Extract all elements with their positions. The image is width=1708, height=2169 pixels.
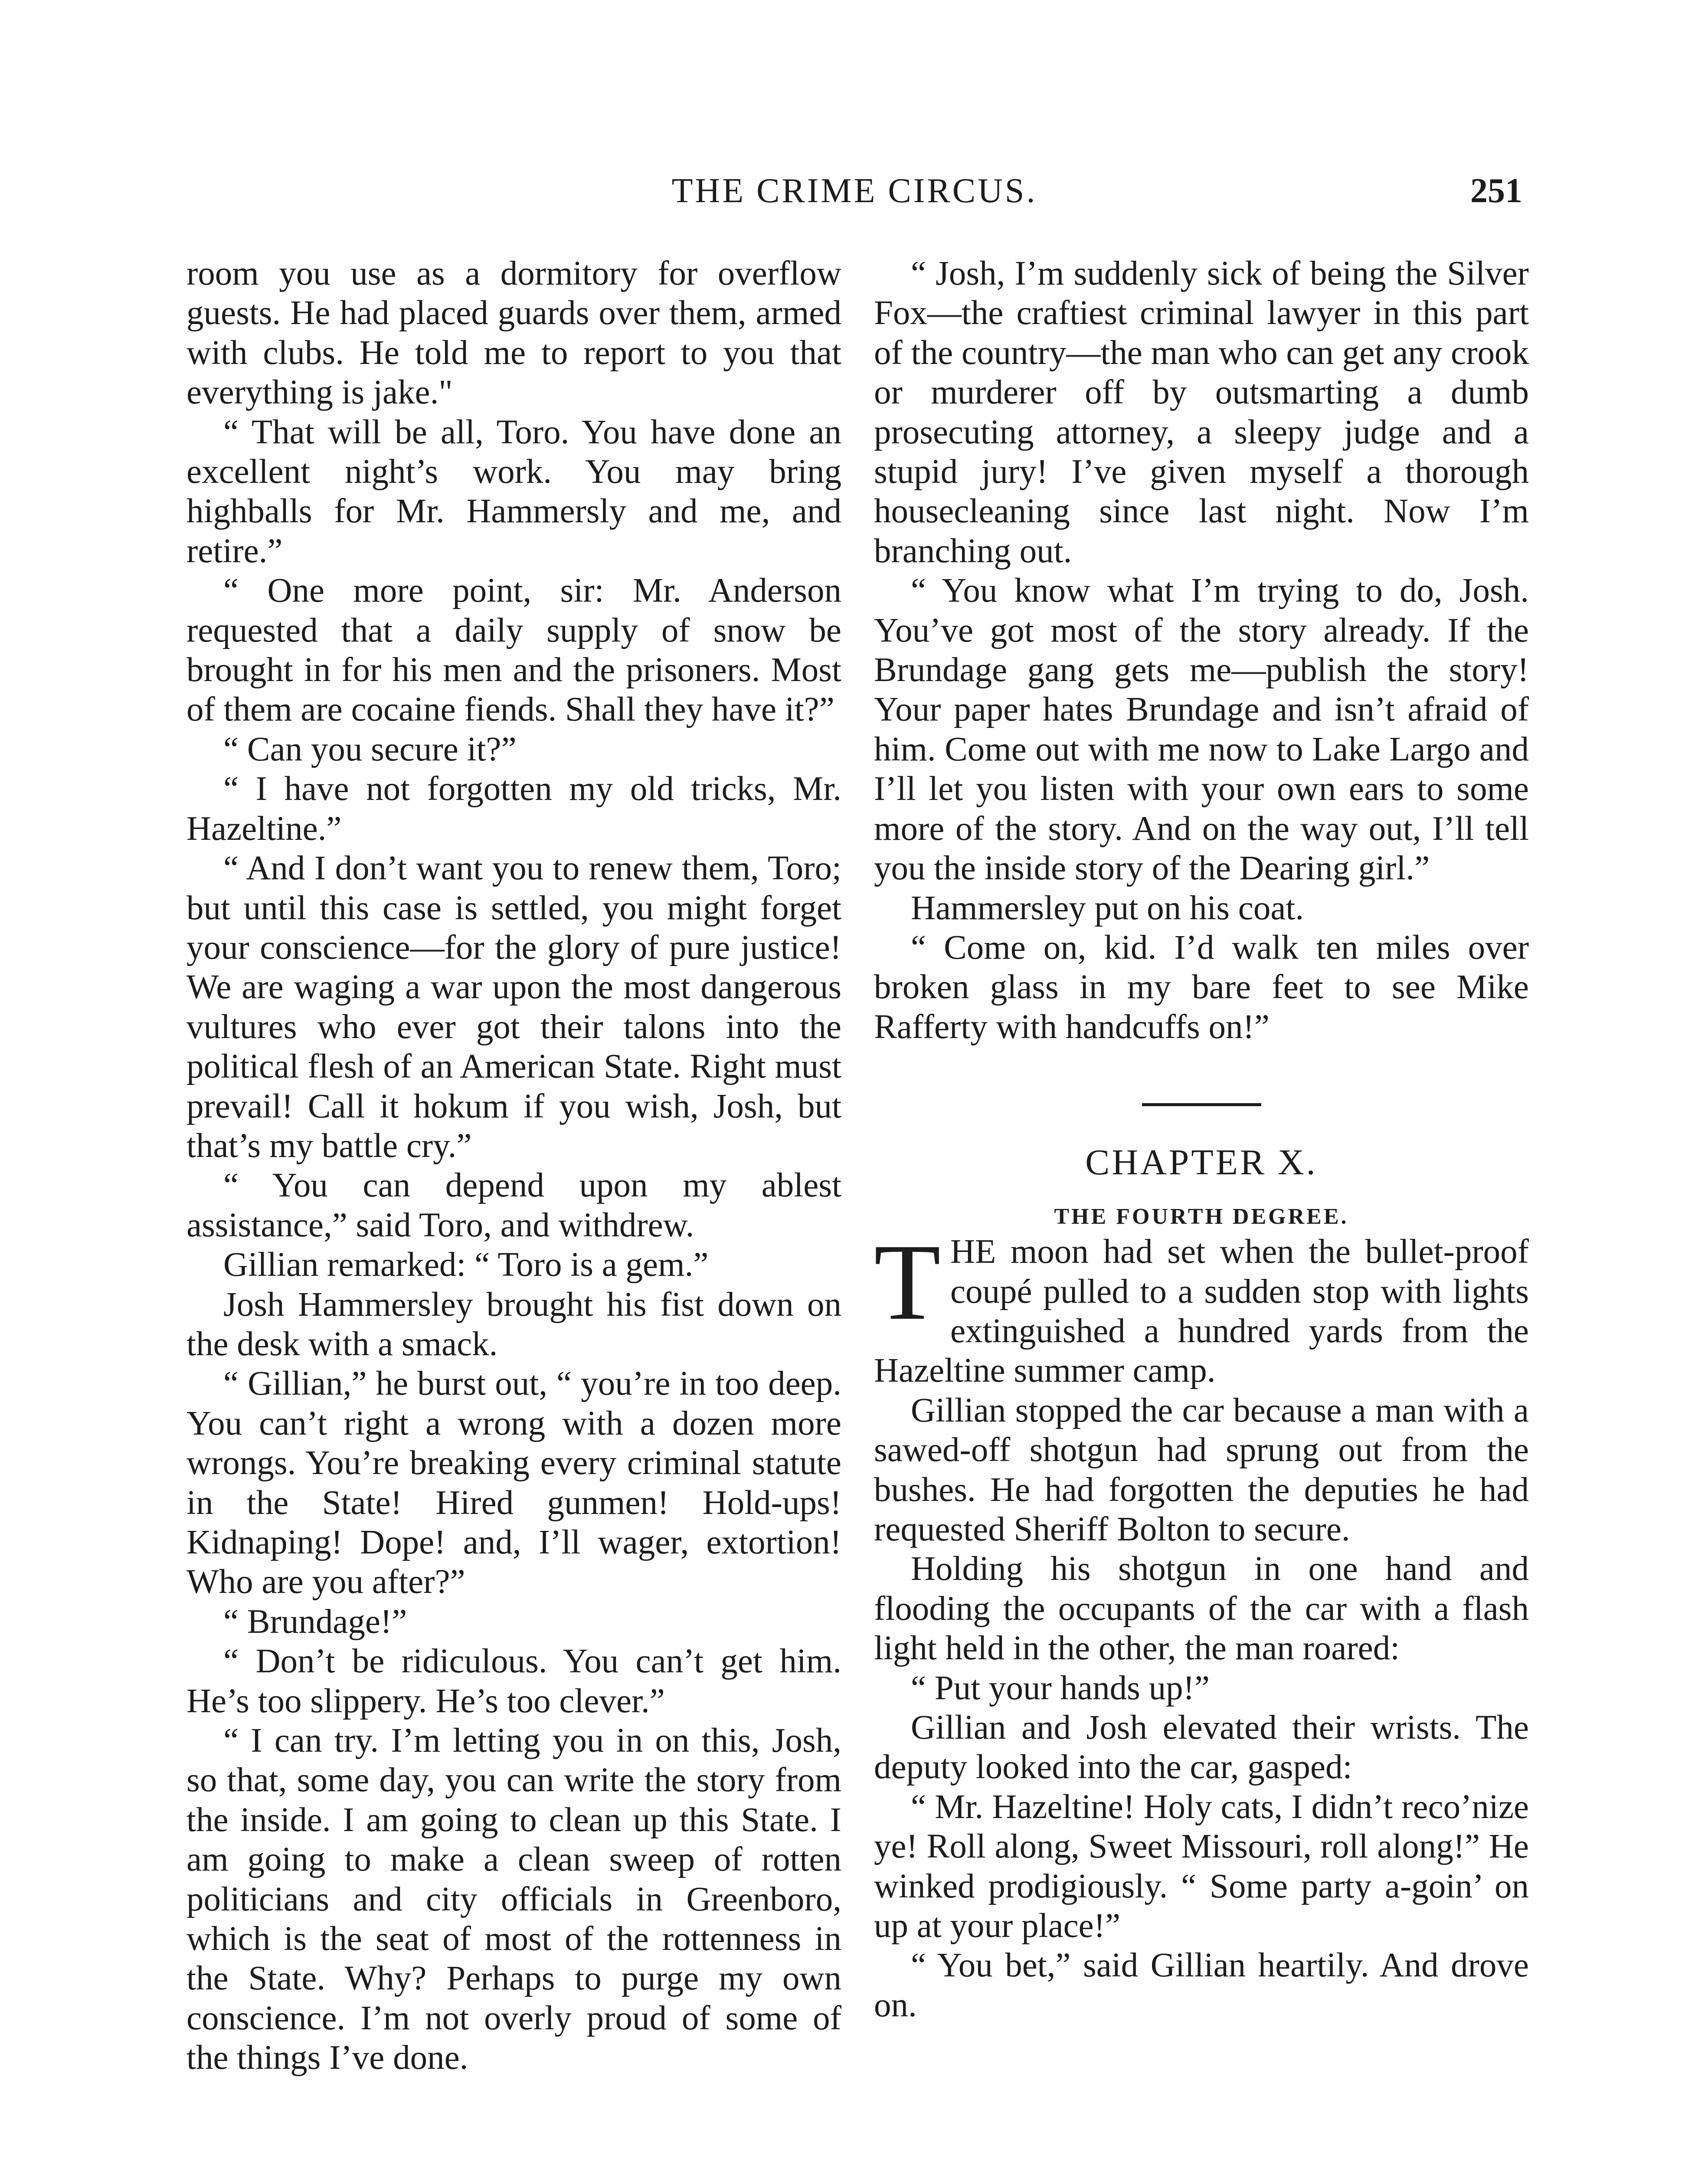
paragraph: “ You bet,” said Gillian heartily. And drove on. xyxy=(874,1946,1529,2024)
paragraph: “ Brundage!” xyxy=(223,1602,407,1641)
paragraph: “ I can try. I’m letting you in on this, Josh, so that, some day, you can write the story from the inside. I am going to clean up this State. I am going to make a clean sweep of rotten politicians and city officials in Greenboro, which is the seat of most of the rottenness in the State. Why? Perhaps to purge my own conscience. I’m not overly proud of some of the things I’ve done. xyxy=(187,1722,841,2077)
paragraph: Holding his shotgun in one hand and flooding the occupants of the car with a flash light held in the other, the man roared: xyxy=(874,1550,1529,1668)
paragraph: “ You know what I’m trying to do, Josh. You’ve got most of the story already. If the Brundage gang gets me—publish the story! Your paper hates Brundage and isn’t afraid of him. Come out with me now to Lake Largo and I’ll let you listen with your own ears to some more of the story. And on the way out, I’ll tell you the inside story of the Dearing girl.” xyxy=(874,572,1529,888)
paragraph: Gillian remarked: “ Toro is a gem.” xyxy=(223,1246,709,1284)
paragraph: “ One more point, sir: Mr. Anderson requested that a daily supply of snow be brought in for his men and the prisoners. Most of them are cocaine fiends. Shall they have it?” xyxy=(187,572,841,729)
paragraph: “ Gillian,” he burst out, “ you’re in too deep. You can’t right a wrong with a dozen more wrongs. You’re breaking every criminal statute in the State! Hired gunmen! Hold-ups! Kidnaping! Dope! and, I’ll wager, extortion! Who are you after?” xyxy=(187,1365,841,1601)
opening-text: HE moon had set when the bullet-proof coupé pulled to a sudden stop with lights extinguished a hundred yards from the Hazeltine summer camp. xyxy=(874,1233,1529,1390)
chapter-opening-paragraph xyxy=(874,1221,1529,1391)
paragraph: “ Don’t be ridiculous. You can’t get him. He’s too slippery. He’s too clever.” xyxy=(187,1642,841,1720)
left-column xyxy=(187,254,841,2078)
paragraph: “ And I don’t want you to renew them, Toro; but until this case is settled, you might forget your conscience—for the glory of pure justice! We are waging a war upon the most dangerous vultures who ever got their talons into the political flesh of an American State. Right must prevail! Call it hokum if you wish, Josh, but that’s my battle cry.” xyxy=(187,849,841,1165)
paragraph: “ Come on, kid. I’d walk ten miles over broken glass in my bare feet to see Mike Rafferty with handcuffs on!” xyxy=(874,928,1529,1046)
paragraph: Gillian and Josh elevated their wrists. The deputy looked into the car, gasped: xyxy=(874,1709,1529,1786)
paragraph: “ Can you secure it?” xyxy=(223,730,517,768)
paragraph: “ Mr. Hazeltine! Holy cats, I didn’t reco’nize ye! Roll along, Sweet Missouri, roll along!” He winked prodigiously. “ Some party a-goin’ on up at your place!” xyxy=(874,1788,1529,1945)
paragraph: “ You can depend upon my ablest assistance,” said Toro, and withdrew. xyxy=(187,1166,841,1244)
running-title: THE CRIME CIRCUS. xyxy=(671,172,1037,210)
chapter-subtitle: THE FOURTH DEGREE. xyxy=(1054,1204,1349,1229)
paragraph: Hammersley put on his coat. xyxy=(911,889,1304,927)
paragraph: “ That will be all, Toro. You have done an excellent night’s work. You may bring highballs for Mr. Hammersly and me, and retire.” xyxy=(187,413,841,570)
paragraph: “ Put your hands up!” xyxy=(911,1669,1210,1707)
section-divider xyxy=(1142,1103,1261,1106)
chapter-heading: CHAPTER X. xyxy=(1085,1142,1318,1183)
page-number: 251 xyxy=(1470,172,1522,210)
paragraph: room you use as a dormitory for overflow guests. He had placed guards over them, armed with clubs. He told me to report to you that everything is jake." xyxy=(187,255,841,412)
right-column xyxy=(874,254,1529,2025)
paragraph: “ Josh, I’m suddenly sick of being the Silver Fox—the craftiest criminal lawyer in this part of the country—the man who can get any crook or murderer off by outsmarting a dumb prosecuting attorney, a sleepy judge and a stupid jury! I’ve given myself a thorough housecleaning since last night. Now I’m branching out. xyxy=(874,255,1529,570)
running-head xyxy=(187,171,1522,219)
drop-cap: T xyxy=(874,1221,941,1343)
paragraph: “ I have not forgotten my old tricks, Mr. Hazeltine.” xyxy=(187,770,841,848)
paragraph: Gillian stopped the car because a man with a sawed-off shotgun had sprung out from the bushes. He had forgotten the deputies he had requested Sheriff Bolton to secure. xyxy=(874,1391,1529,1548)
paragraph: Josh Hammersley brought his fist down on the desk with a smack. xyxy=(187,1285,841,1363)
